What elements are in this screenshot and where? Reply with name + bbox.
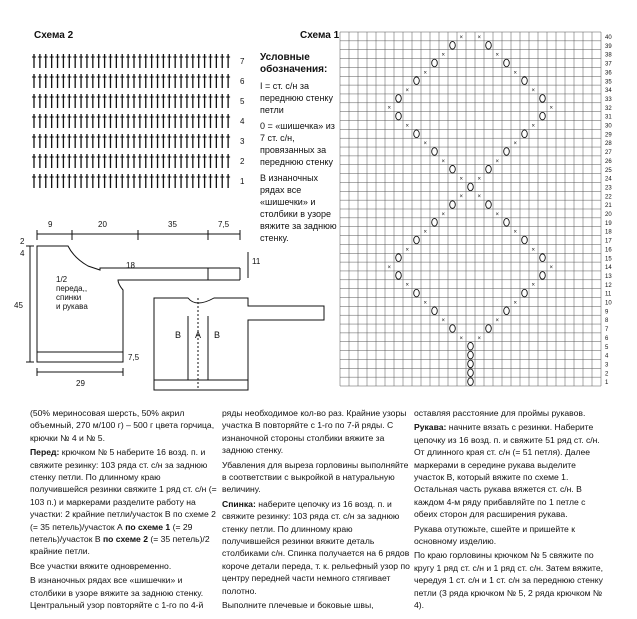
scheme1-row-number: 33	[605, 96, 612, 103]
scheme1-row-number: 17	[605, 238, 612, 245]
scheme1-bobble-symbol	[414, 236, 420, 244]
dim-35: 35	[168, 220, 177, 229]
scheme1-row-number: 40	[605, 35, 612, 41]
scheme1-bobble-symbol	[522, 130, 528, 138]
scheme1-bobble-symbol	[540, 112, 546, 120]
scheme1-bobble-symbol	[468, 378, 474, 386]
scheme1-row-number: 30	[605, 123, 612, 130]
scheme1-cross-symbol: ×	[423, 229, 428, 236]
scheme1-bobble-symbol	[432, 307, 438, 315]
scheme2-row-number: 3	[240, 137, 245, 146]
text-column-2	[222, 407, 410, 614]
dim-7-5-top: 7,5	[218, 220, 230, 229]
scheme1-bobble-symbol	[468, 351, 474, 359]
scheme1-row-numbers	[605, 35, 612, 386]
scheme2-row-number: 6	[240, 77, 245, 86]
section-label-a: A	[195, 330, 202, 340]
scheme1-row-number: 21	[605, 203, 612, 210]
scheme1-row-number: 11	[605, 291, 612, 298]
dim-9: 9	[48, 220, 53, 229]
scheme1-row-number: 15	[605, 256, 612, 263]
scheme1-bobble-symbol	[414, 77, 420, 85]
paragraph-neckline: Убавления для выреза горловины выполняйте в соответствии с выкройкой в натуральную величину.	[222, 459, 409, 495]
paragraph-repeat: ряды необходимое кол-во раз. Крайние узоры участка В повторяйте с 1-го по 7-й ряды. С изнаночной стороны столбики вяжите за заднюю стенку.	[222, 408, 407, 456]
scheme1-row-number: 4	[605, 353, 609, 360]
scheme1-row-number: 18	[605, 229, 612, 236]
scheme1-cross-symbol: ×	[387, 105, 392, 112]
scheme1-bobble-symbol	[522, 236, 528, 244]
scheme2-row-number: 7	[240, 57, 245, 66]
scheme2-row-number: 1	[240, 177, 245, 186]
piece-label: 1/2 переда,, спинки и рукава	[56, 275, 88, 311]
scheme1-bobble-symbol	[504, 148, 510, 156]
scheme1-bobble-symbol	[540, 254, 546, 262]
scheme1-row-number: 25	[605, 167, 612, 174]
scheme1-cross-symbol: ×	[441, 318, 446, 325]
scheme1-bobble-symbol	[504, 59, 510, 67]
section-label-b-left: B	[175, 330, 182, 340]
scheme1-row-number: 24	[605, 176, 612, 183]
paragraph-wrong-side: В изнаночных рядах все «шишечки» и столбики в узоре вяжите за заднюю стенку. Центральный узор повторяйте с 1-го по 4-й	[30, 575, 204, 611]
legend-item-stitch: I = ст. с/н за переднюю стенку петли	[260, 81, 333, 115]
scheme1-row-number: 31	[605, 114, 612, 121]
scheme2-title: Схема 2	[34, 30, 74, 41]
scheme1-bobble-symbol	[432, 148, 438, 156]
legend-item-bobble: 0 = «шишечка» из 7 ст. с/н, провязанных за переднюю стенку	[260, 121, 335, 167]
paragraph-armhole: оставляя расстояние для проймы рукавов.	[414, 408, 586, 418]
scheme1-cross-symbol: ×	[495, 211, 500, 218]
scheme1-cross-symbol: ×	[441, 211, 446, 218]
scheme1-bobble-symbol	[450, 165, 456, 173]
text-column-1	[30, 407, 218, 614]
scheme1-row-number: 19	[605, 220, 612, 227]
scheme1-cross-symbol: ×	[513, 300, 518, 307]
scheme1-row-number: 39	[605, 43, 612, 50]
scheme1-cross-symbol: ×	[405, 282, 410, 289]
paragraph-sleeves: Рукава: начните вязать с резинки. Наберите цепочку из 16 возд. п. и свяжите 51 ряд ст. с/н. От длинного края ст. с/н (= 51 петля). Далее маркерами в середине рукава выделите участок В, который вяжите по схеме 1. Остальная часть рукава вяжется ст. с/н. В каждом 4-м ряду прибавляйте по 1 петле с обеих сторон для расширения рукава.	[414, 422, 600, 520]
scheme1-cross-symbol: ×	[405, 123, 410, 130]
scheme1-row-number: 23	[605, 185, 612, 192]
scheme1-cross-symbol: ×	[459, 194, 464, 201]
scheme1-bobble-symbol	[540, 95, 546, 103]
scheme1-cross-symbol: ×	[459, 34, 464, 41]
dim-45: 45	[14, 301, 23, 310]
scheme1-cross-symbol: ×	[531, 123, 536, 130]
paragraph-materials: (50% мериносовая шерсть, 50% акрил объемный, 270 м/100 г) – 500 г цвета горчица, крючки № 4 и № 5.	[30, 408, 215, 443]
scheme1-bobble-symbol	[486, 165, 492, 173]
paragraph-all-sections: Все участки вяжите одновременно.	[30, 560, 172, 571]
scheme1-bobble-symbol	[450, 41, 456, 49]
paragraph-finishing: Рукава отутюжьте, сшейте и пришейте к основному изделию.	[414, 523, 575, 547]
scheme1-cross-symbol: ×	[495, 318, 500, 325]
dim-20: 20	[98, 220, 107, 229]
scheme1-bobble-symbol	[396, 112, 402, 120]
scheme1-chart	[338, 30, 612, 392]
scheme1-row-number: 14	[605, 265, 612, 272]
scheme1-cross-symbol: ×	[423, 300, 428, 307]
scheme1-bobble-symbol	[432, 218, 438, 226]
scheme1-row-number: 8	[605, 318, 609, 325]
scheme1-row-number: 36	[605, 70, 612, 77]
legend-note: В изнаночных рядах все «шишечки» и столбики в узоре вяжите за заднюю стенку.	[260, 173, 337, 243]
scheme1-cross-symbol: ×	[531, 88, 536, 95]
scheme2-chart	[28, 44, 260, 202]
scheme1-grid	[340, 32, 601, 386]
scheme1-row-number: 34	[605, 88, 612, 95]
scheme1-bobble-symbol	[450, 325, 456, 333]
scheme1-title: Схема 1	[300, 30, 340, 41]
dim-11: 11	[252, 257, 261, 266]
scheme1-bobble-symbol	[396, 272, 402, 280]
scheme1-cross-symbol: ×	[441, 52, 446, 59]
scheme1-row-number: 27	[605, 150, 612, 157]
dim-7-5-bottom: 7,5	[128, 353, 140, 362]
text-column-3	[414, 407, 604, 614]
scheme1-cross-symbol: ×	[513, 141, 518, 148]
scheme1-row-number: 5	[605, 344, 609, 351]
scheme1-row-number: 2	[605, 371, 609, 378]
scheme1-cross-symbol: ×	[387, 265, 392, 272]
paragraph-collar: По краю горловины крючком № 5 свяжите по кругу 1 ряд ст. с/н и 1 ряд ст. с/н. Затем вяжите, чередуя 1 ст. с/н и 1 ст. с/н за переднюю стенку петли (3 ряда крючком № 5, 2 ряда крючком № 4).	[414, 550, 604, 611]
scheme1-row-number: 35	[605, 79, 612, 86]
scheme2-rows	[32, 54, 230, 188]
scheme1-bobble-symbol	[486, 41, 492, 49]
scheme1-bobble-symbol	[468, 360, 474, 368]
scheme1-cross-symbol: ×	[477, 335, 482, 342]
scheme2-row-number: 4	[240, 117, 245, 126]
scheme1-row-number: 26	[605, 158, 612, 165]
scheme1-cross-symbol: ×	[495, 52, 500, 59]
scheme1-row-number: 38	[605, 52, 612, 59]
scheme1-cross-symbol: ×	[477, 194, 482, 201]
scheme1-cross-symbol: ×	[495, 158, 500, 165]
scheme1-bobble-symbol	[504, 307, 510, 315]
scheme1-row-number: 28	[605, 141, 612, 148]
scheme1-bobble-symbol	[468, 183, 474, 191]
paragraph-back: Спинка: наберите цепочку из 16 возд. п. и свяжите резинку: 103 ряда ст. с/н за заднюю стенку петли. По длинному краю получившейся резинки вяжите деталь столбиками с/н. Спинка получается на 6 рядов короче детали переда, т. к. рельефный узор по центру передней части немного стягивает полотно.	[222, 498, 410, 596]
sweater-sketch-outline	[154, 298, 324, 390]
scheme1-row-number: 12	[605, 282, 612, 289]
dim-18: 18	[126, 261, 135, 270]
scheme1-bobble-symbol	[450, 201, 456, 209]
scheme1-cross-symbol: ×	[423, 141, 428, 148]
scheme1-cross-symbol: ×	[513, 70, 518, 77]
scheme1-bobble-symbol	[414, 289, 420, 297]
scheme1-cross-symbol: ×	[513, 229, 518, 236]
scheme2-row-number: 2	[240, 157, 245, 166]
scheme1-row-number: 7	[605, 327, 609, 334]
scheme1-row-number: 16	[605, 247, 612, 254]
scheme1-bobble-symbol	[396, 254, 402, 262]
scheme1-row-number: 13	[605, 273, 612, 280]
scheme1-row-number: 1	[605, 380, 609, 387]
scheme1-cross-symbol: ×	[549, 105, 554, 112]
section-label-b-right: B	[214, 330, 221, 340]
scheme1-cross-symbol: ×	[441, 158, 446, 165]
scheme1-bobble-symbol	[486, 325, 492, 333]
scheme1-bobble-symbol	[468, 369, 474, 377]
scheme1-row-number: 10	[605, 300, 612, 307]
scheme1-row-number: 20	[605, 212, 612, 218]
scheme1-cross-symbol: ×	[423, 70, 428, 77]
scheme1-bobble-symbol	[414, 130, 420, 138]
scheme1-row-number: 9	[605, 309, 609, 316]
dim-29: 29	[76, 379, 85, 388]
legend	[260, 52, 338, 244]
scheme1-row-number: 29	[605, 132, 612, 139]
scheme1-cross-symbol: ×	[549, 265, 554, 272]
scheme1-cross-symbol: ×	[459, 176, 464, 183]
scheme1-bobble-symbol	[522, 77, 528, 85]
scheme1-bobble-symbol	[522, 289, 528, 297]
scheme1-bobble-symbol	[540, 272, 546, 280]
scheme1-bobble-symbol	[396, 95, 402, 103]
scheme1-cross-symbol: ×	[459, 335, 464, 342]
legend-title: Условные обозначения:	[260, 52, 328, 75]
paragraph-seams: Выполните плечевые и боковые швы,	[222, 600, 374, 611]
scheme1-row-number: 3	[605, 362, 609, 369]
scheme1-cross-symbol: ×	[477, 34, 482, 41]
scheme1-bobble-symbol	[468, 342, 474, 350]
scheme2-row-number: 5	[240, 97, 245, 106]
scheme1-row-number: 22	[605, 194, 612, 201]
scheme1-cross-symbol: ×	[477, 176, 482, 183]
scheme1-row-number: 6	[605, 335, 609, 342]
dim-2: 2	[20, 237, 25, 246]
dim-4: 4	[20, 249, 25, 258]
scheme1-cross-symbol: ×	[531, 247, 536, 254]
scheme1-cross-symbol: ×	[405, 247, 410, 254]
scheme1-row-number: 32	[605, 105, 612, 112]
scheme2-row-numbers	[240, 57, 245, 186]
scheme1-bobble-symbol	[432, 59, 438, 67]
paragraph-front: Перед: крючком № 5 наберите 16 возд. п. и свяжите резинку: 103 ряда ст. с/н за заднюю стенку петли. По длинному краю получившейся резинки свяжите 1 ряд ст. с/н (= 103 п.) и маркерами разделите работу на участки: 2 крайние петли/участок В по схеме 2 (= 35 петель)/участок А по схеме 1 (= 29 петель)/участок В по схеме 2 (= 35 петель)/2 крайние петли.	[30, 447, 217, 557]
scheme1-cross-symbol: ×	[405, 88, 410, 95]
scheme1-cross-symbol: ×	[531, 282, 536, 289]
scheme1-bobble-symbol	[504, 218, 510, 226]
scheme1-row-number: 37	[605, 61, 612, 68]
scheme1-bobble-symbol	[486, 201, 492, 209]
